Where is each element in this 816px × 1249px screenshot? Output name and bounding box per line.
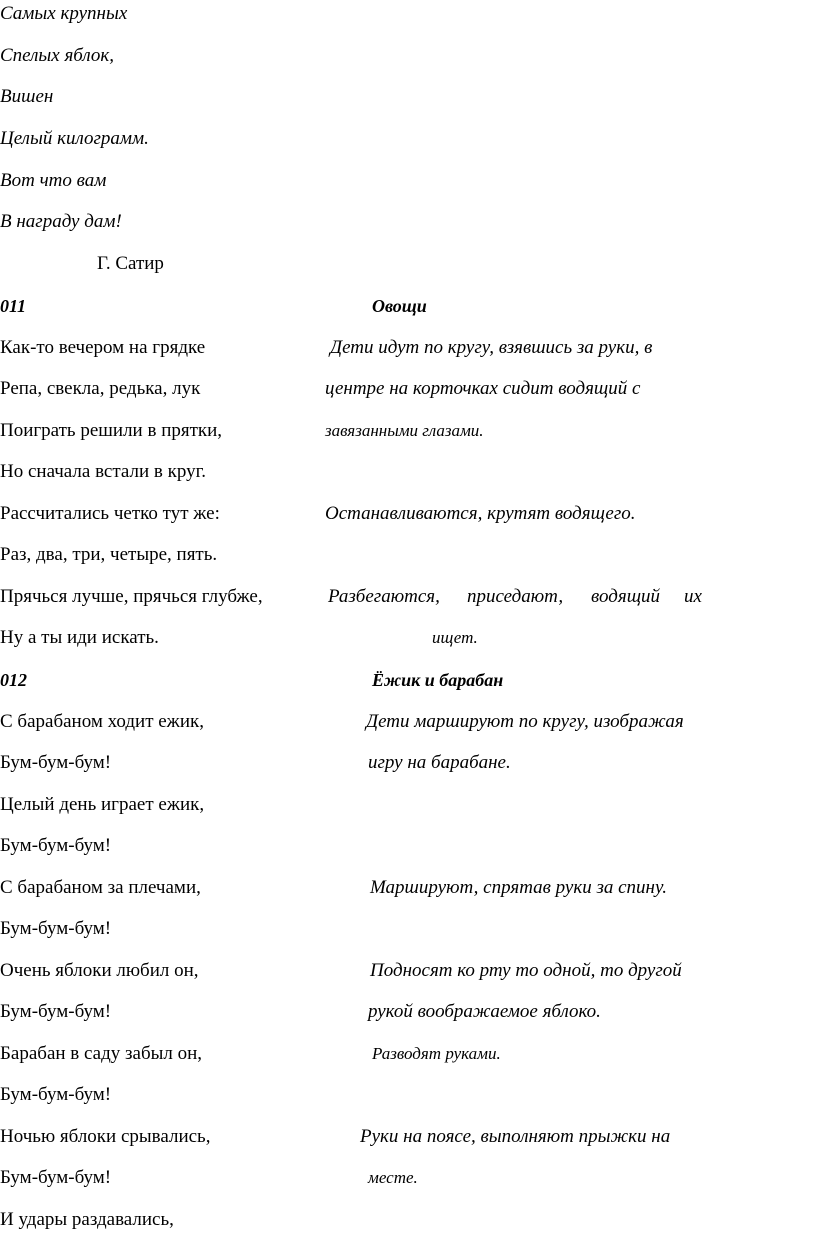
intro-poem-line: Вишен: [0, 86, 54, 107]
intro-poem-line: В награду дам!: [0, 211, 122, 232]
intro-poem-line: Самых крупных: [0, 3, 128, 24]
game-number: 012: [0, 670, 27, 690]
verse-line: Бум-бум-бум!: [0, 1001, 112, 1022]
verse-line: Бум-бум-бум!: [0, 1084, 112, 1105]
verse-line: Раз, два, три, четыре, пять.: [0, 544, 218, 565]
verse-line: Бум-бум-бум!: [0, 918, 112, 939]
action-line: Маршируют, спрятав руки за спину.: [370, 877, 667, 898]
verse-line: Репа, свекла, редька, лук: [0, 378, 201, 399]
verse-line: Прячься лучше, прячься глубже,: [0, 586, 263, 607]
action-line: Дети идут по кругу, взявшись за руки, в: [330, 337, 653, 358]
verse-line: Бум-бум-бум!: [0, 752, 112, 773]
action-line: Разбегаются,: [328, 586, 440, 607]
action-line: Дети маршируют по кругу, изображая: [366, 711, 684, 732]
action-line: Подносят ко рту то одной, то другой: [370, 960, 682, 981]
verse-line: Очень яблоки любил он,: [0, 960, 199, 981]
action-line: Останавливаются, крутят водящего.: [325, 503, 636, 524]
verse-line: Рассчитались четко тут же:: [0, 503, 220, 524]
verse-line: Целый день играет ежик,: [0, 794, 205, 815]
action-line: месте.: [368, 1168, 418, 1187]
verse-line: Бум-бум-бум!: [0, 835, 112, 856]
action-line: приседают,: [467, 586, 564, 607]
verse-line: Ночью яблоки срывались,: [0, 1126, 211, 1147]
verse-line: Поиграть решили в прятки,: [0, 420, 223, 441]
verse-line: Но сначала встали в круг.: [0, 461, 206, 482]
game-title: Ёжик и барабан: [372, 670, 504, 690]
verse-line: Бум-бум-бум!: [0, 1167, 112, 1188]
verse-line: Ну а ты иди искать.: [0, 627, 159, 648]
game-number: 011: [0, 296, 27, 316]
intro-poem-line: Целый килограмм.: [0, 128, 149, 149]
intro-author: Г. Сатир: [97, 253, 164, 274]
action-line: водящий: [591, 586, 661, 607]
game-title: Овощи: [372, 296, 427, 316]
intro-poem-line: Вот что вам: [0, 170, 107, 191]
action-line: завязанными глазами.: [325, 421, 484, 440]
intro-poem-line: Спелых яблок,: [0, 45, 115, 66]
action-line: ищет.: [432, 628, 478, 647]
action-line: их: [684, 586, 702, 607]
verse-line: И удары раздавались,: [0, 1209, 174, 1230]
action-line: игру на барабане.: [368, 752, 511, 773]
action-line: центре на корточках сидит водящий с: [325, 378, 641, 399]
verse-line: Как-то вечером на грядке: [0, 337, 206, 358]
verse-line: Барабан в саду забыл он,: [0, 1043, 203, 1064]
action-line: Руки на поясе, выполняют прыжки на: [360, 1126, 671, 1147]
action-line: Разводят руками.: [372, 1044, 501, 1063]
verse-line: С барабаном за плечами,: [0, 877, 201, 898]
action-line: рукой воображаемое яблоко.: [368, 1001, 601, 1022]
verse-line: С барабаном ходит ежик,: [0, 711, 204, 732]
